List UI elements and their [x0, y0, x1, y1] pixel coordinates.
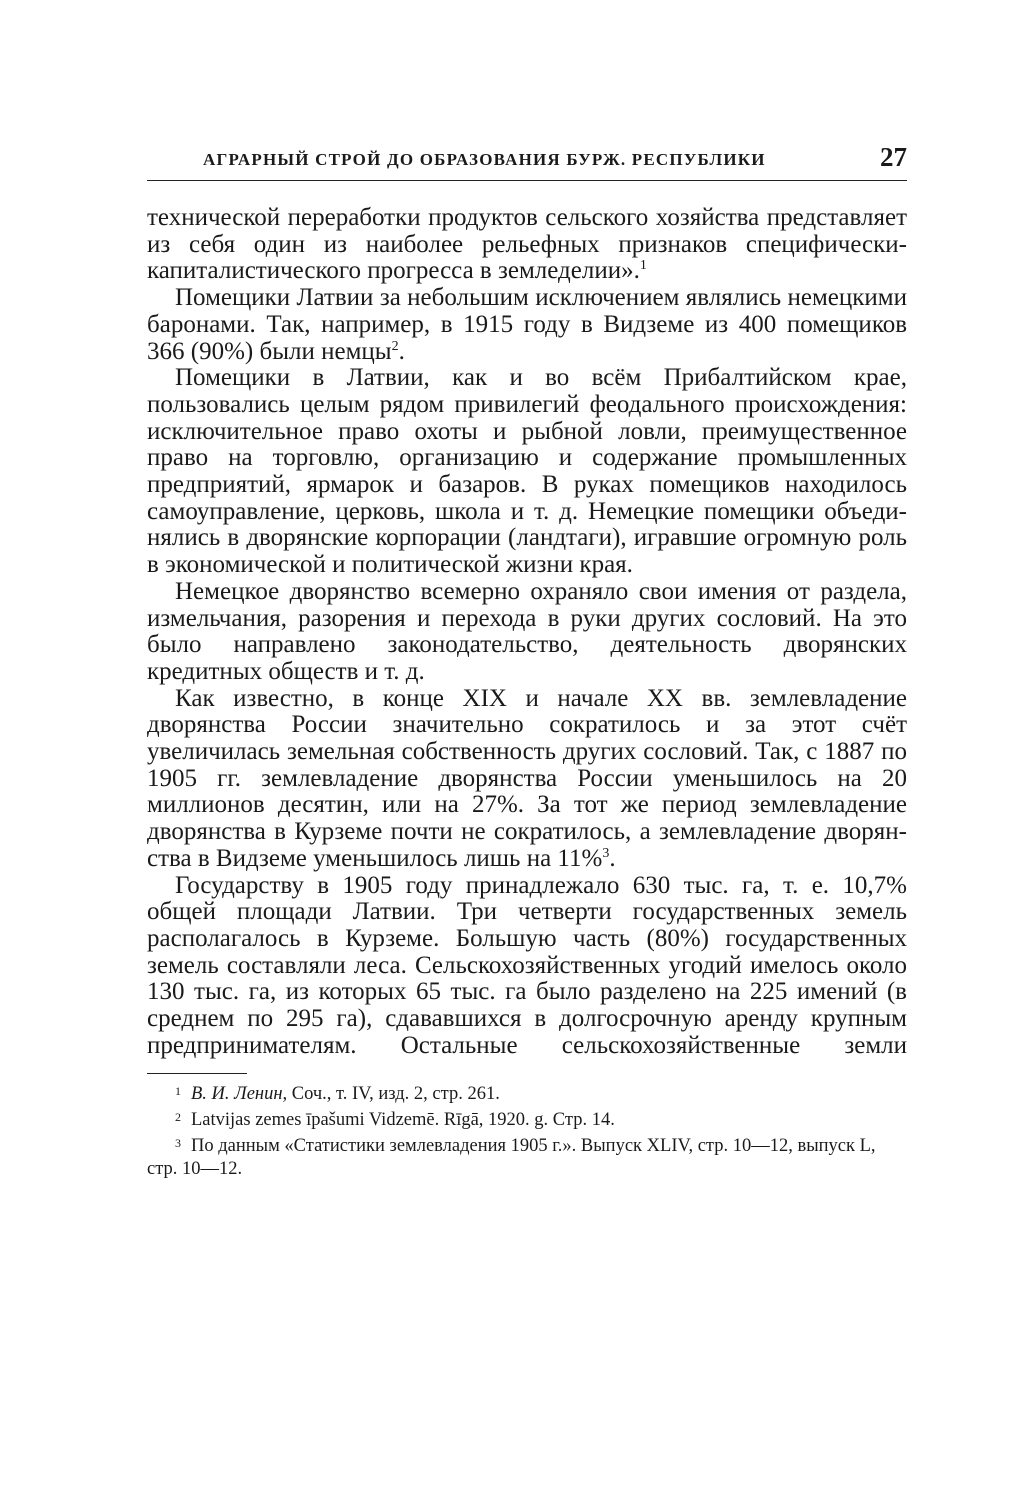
footnote-mark: 2 [175, 1109, 181, 1124]
book-page [147, 140, 907, 1181]
paragraph [147, 205, 907, 285]
paragraph-text: Помещики в Латвии, как и во всём Прибалтийском крае, пользовались целым рядом привилегий феодального происхождения: исключительное право охоты и рыбной ловли, преимущественное право на торговлю, организацию и содержание промышленных предприятий, ярмарок и базаров. В руках помещиков находилось самоуправление, церковь, школа и т. д. Немецкие помещики объединялись в дворянские корпорации (ландтаги), игравшие огромную роль в экономической и политической жизни края. [147, 364, 907, 579]
paragraph-text: Как известно, в конце XIX и начале XX вв. землевладение дворянства России значительно сократилось и за этот счёт увеличилась земельная собственность других сословий. Так, с 1887 по 1905 гг. землевладение дворянства России уменьшилось на 20 миллионов десятин, или на 27%. За тот же период землевладение дворянства в Курземе почти не сократилось, а землевладение дворянства в Видземе уменьшилось лишь на 11% [147, 684, 907, 872]
paragraph [147, 365, 907, 579]
paragraph [147, 579, 907, 686]
paragraph [147, 285, 907, 365]
paragraph-tail: . [398, 337, 405, 365]
footnotes [147, 1080, 907, 1181]
footnote-text: Latvijas zemes īpašumi Vidzemē. Rīgā, 1920. g. Стр. 14. [191, 1109, 615, 1130]
paragraph-text: Помещики Латвии за небольшим исключением являлись немецкими баронами. Так, например, в 1915 году в Видземе из 400 помещиков 366 (90%) были немцы [147, 284, 907, 365]
paragraph [147, 873, 907, 1060]
footnote-2 [147, 1106, 907, 1132]
paragraph-text: технической переработки продуктов сельского хозяйства представляет из себя один из наиболее рельефных признаков специфически-капиталистического прогресса в земледелии». [147, 204, 907, 285]
footnote-3 [147, 1132, 907, 1181]
footnote-mark: 3 [175, 1135, 181, 1150]
footnote-divider [147, 1073, 247, 1074]
running-header [147, 140, 907, 181]
page-number: 27 [880, 142, 907, 172]
footnote-author: В. И. Ленин, [191, 1083, 288, 1104]
footnote-text: Соч., т. IV, изд. 2, стр. 261. [291, 1083, 500, 1104]
running-title: АГРАРНЫЙ СТРОЙ ДО ОБРАЗОВАНИЯ БУРЖ. РЕСПУБЛИКИ [203, 150, 766, 169]
paragraph-text: Государству в 1905 году принадлежало 630 тыс. га, т. е. 10,7% общей площади Латвии. Три четверти государственных земель располагалось в Курземе. Большую часть (80%) государственных земель составляли леса. Сельскохозяйственных угодий имелось около 130 тыс. га, из которых 65 тыс. га было разделено на 225 имений (в среднем по 295 га), сдававшихся в долгосрочную аренду крупным предпринимателям. Остальные сельскохозяйственные земли [147, 871, 907, 1059]
paragraph-tail: . [609, 844, 616, 872]
main-text [147, 205, 907, 1060]
footnote-1 [147, 1080, 907, 1106]
footnote-text: По данным «Статистики землевладения 1905 г.». Выпуск XLIV, стр. 10—12, выпуск L, стр. 10—12. [147, 1135, 876, 1179]
paragraph-text: Немецкое дворянство всемерно охраняло свои имения от раздела, измельчания, разорения и перехода в руки других сословий. На это было направлено законодательство, деятельность дворянских кредитных обществ и т. д. [147, 577, 907, 685]
footnote-ref: 3 [602, 845, 610, 861]
paragraph [147, 686, 907, 873]
footnote-ref: 1 [639, 258, 647, 274]
footnote-ref: 2 [391, 338, 399, 354]
footnote-mark: 1 [175, 1083, 181, 1098]
